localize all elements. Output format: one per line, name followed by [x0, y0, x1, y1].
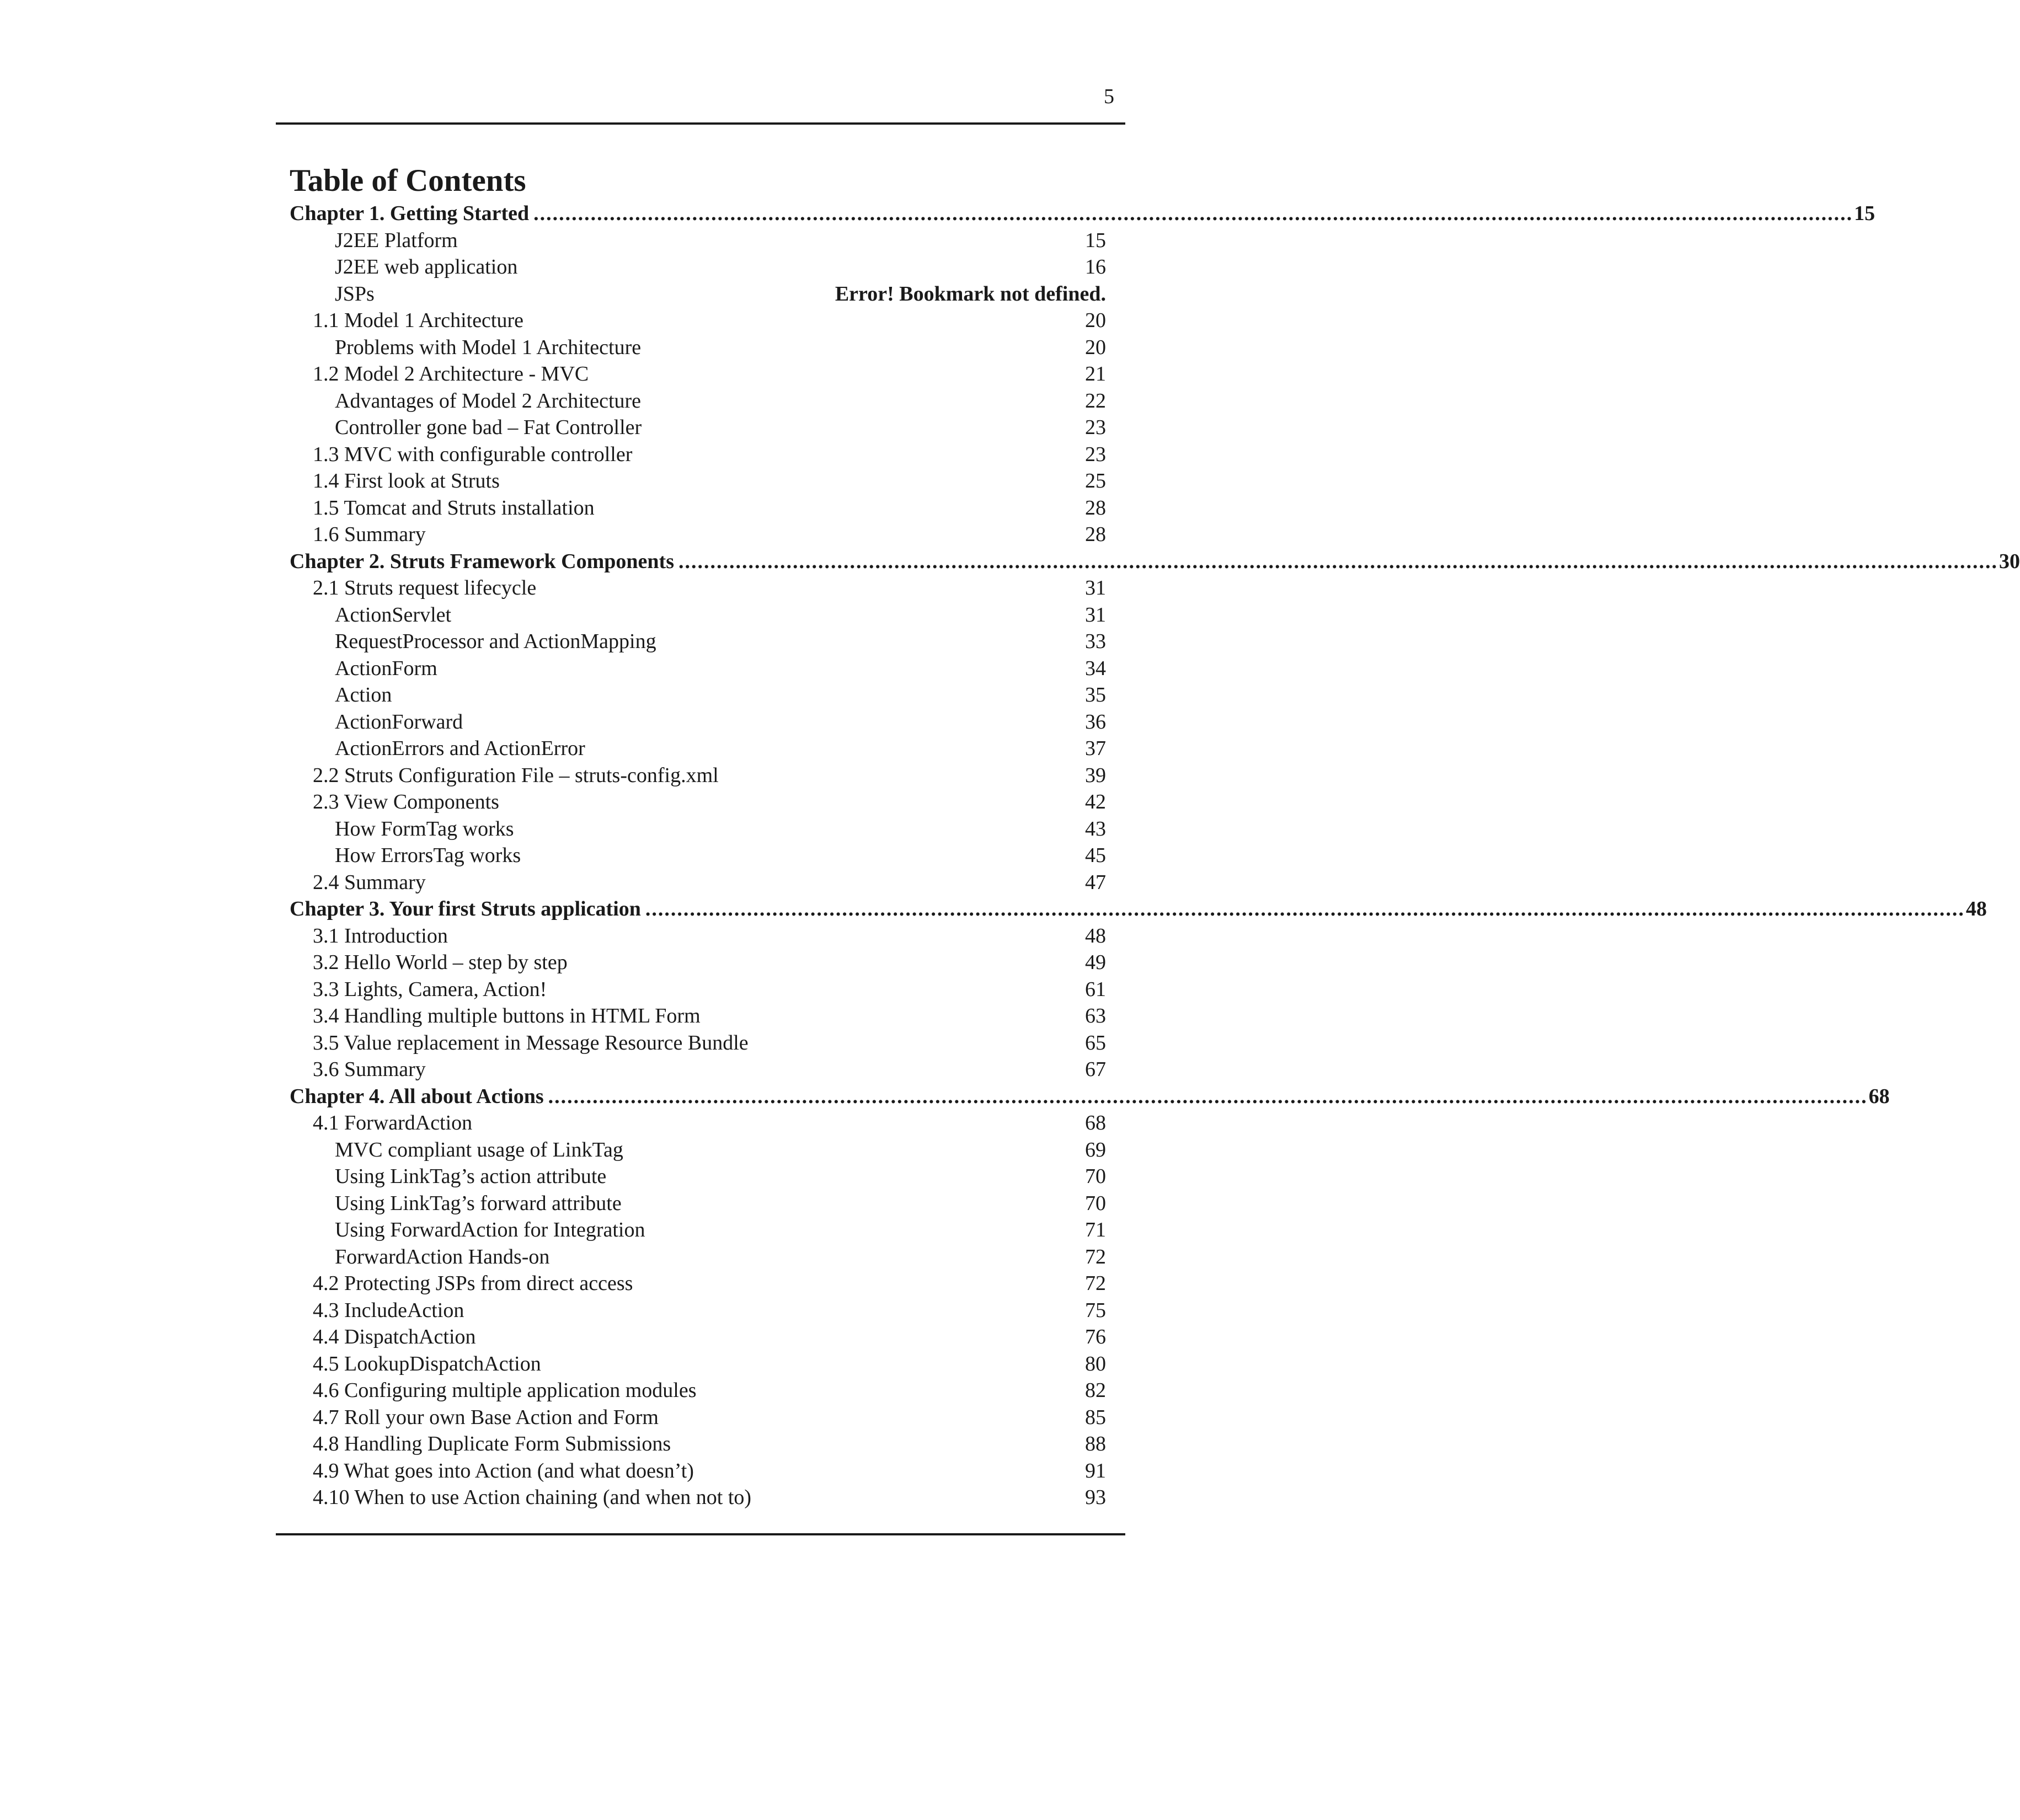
toc-section-entry[interactable] — [290, 1110, 1106, 1137]
toc-entry-label: 3.5 Value replacement in Message Resource Bundle — [313, 1031, 749, 1054]
toc-subsection-entry[interactable] — [290, 388, 1106, 415]
toc-entry-label: Problems with Model 1 Architecture — [335, 335, 642, 359]
toc-section-entry[interactable] — [290, 1351, 1106, 1378]
toc-entry-page-number: 82 — [1085, 1379, 1106, 1402]
toc-section-entry[interactable] — [290, 1030, 1106, 1057]
toc-entry-page-number: 36 — [1085, 710, 1106, 734]
header-rule — [276, 122, 1125, 125]
toc-entry-page-number: 70 — [1085, 1165, 1106, 1188]
toc-entry-page-number: 48 — [1965, 897, 1987, 920]
toc-entry-page-number: 42 — [1085, 790, 1106, 813]
toc-entry-page-number: 30 — [1999, 549, 2020, 573]
toc-entry-label: 3.1 Introduction — [313, 924, 448, 948]
toc-entry-page-number: 33 — [1085, 630, 1106, 653]
toc-entry-label: How FormTag works — [335, 817, 514, 841]
toc-dot-leader: ................................................................................................................................................................................................................ — [548, 1084, 1868, 1108]
toc-entry-page-number: 15 — [1085, 228, 1106, 252]
toc-entry-page-number: 93 — [1085, 1486, 1106, 1509]
toc-entry-page-number: 71 — [1085, 1218, 1106, 1241]
toc-entry-page-number: 72 — [1085, 1272, 1106, 1295]
toc-entry-label: Advantages of Model 2 Architecture — [335, 389, 642, 413]
toc-entry-page-number: 15 — [1854, 202, 1875, 225]
toc-subsection-entry[interactable] — [290, 655, 1106, 682]
toc-title: Table of Contents — [290, 163, 526, 198]
toc-section-entry[interactable] — [290, 1431, 1106, 1458]
toc-entry-page-number: 45 — [1085, 844, 1106, 867]
toc-dot-leader: ................................................................................................................................................................................................................ — [645, 897, 1965, 920]
toc-entry-page-number: 28 — [1085, 496, 1106, 520]
toc-section-entry[interactable] — [290, 1056, 1106, 1083]
toc-subsection-entry[interactable] — [290, 1163, 1106, 1190]
toc-entry-page-number: 80 — [1085, 1352, 1106, 1375]
toc-section-entry[interactable] — [290, 521, 1106, 548]
toc-section-entry[interactable] — [290, 1297, 1106, 1324]
toc-entry-page-number: 23 — [1085, 416, 1106, 439]
toc-subsection-entry[interactable] — [290, 735, 1106, 762]
toc-dot-leader: ................................................................................................................................................................................................................ — [678, 549, 1998, 573]
toc-entry-page-number: 23 — [1085, 442, 1106, 466]
toc-entry-label: 1.3 MVC with configurable controller — [313, 442, 633, 466]
toc-entry-label: 4.5 LookupDispatchAction — [313, 1352, 541, 1375]
toc-entry-label: 1.5 Tomcat and Struts installation — [313, 496, 595, 520]
toc-entry-page-number: 63 — [1085, 1004, 1106, 1027]
toc-entry-page-number: 68 — [1868, 1084, 1890, 1108]
toc-entry-label: 4.6 Configuring multiple application modules — [313, 1379, 697, 1402]
toc-entry-page-number: 91 — [1085, 1459, 1106, 1482]
toc-section-entry[interactable] — [290, 361, 1106, 388]
toc-entry-label: ActionForward — [335, 710, 463, 734]
toc-subsection-entry[interactable] — [290, 414, 1106, 441]
toc-entry-label: Using LinkTag’s forward attribute — [335, 1191, 622, 1215]
toc-subsection-entry[interactable] — [290, 1217, 1106, 1244]
toc-entry-page-number: 88 — [1085, 1432, 1106, 1455]
toc-chapter-entry[interactable] — [290, 1083, 1890, 1110]
toc-subsection-entry[interactable] — [290, 842, 1106, 869]
toc-subsection-entry[interactable] — [290, 816, 1106, 843]
toc-entry-label: Controller gone bad – Fat Controller — [335, 416, 642, 439]
toc-entry-label: Using ForwardAction for Integration — [335, 1218, 645, 1241]
toc-entry-page-number: 67 — [1085, 1058, 1106, 1081]
toc-entry-label: MVC compliant usage of LinkTag — [335, 1138, 623, 1161]
toc-subsection-entry[interactable] — [290, 334, 1106, 361]
toc-entry-label: Chapter 4. All about Actions — [290, 1084, 544, 1108]
toc-entry-page-number: 48 — [1085, 924, 1106, 948]
toc-entry-label: 3.6 Summary — [313, 1058, 426, 1081]
toc-entry-page-number: 75 — [1085, 1298, 1106, 1322]
toc-entry-page-number: 22 — [1085, 389, 1106, 413]
toc-entry-page-number: 31 — [1085, 576, 1106, 599]
toc-entry-page-number: 25 — [1085, 469, 1106, 493]
toc-subsection-entry[interactable] — [290, 1190, 1106, 1217]
toc-entry-page-number: 21 — [1085, 362, 1106, 386]
toc-entry-page-number: 39 — [1085, 763, 1106, 787]
toc-entry-label: 3.2 Hello World – step by step — [313, 951, 568, 974]
toc-section-entry[interactable] — [290, 869, 1106, 896]
toc-entry-page-number: 68 — [1085, 1111, 1106, 1134]
toc-section-entry[interactable] — [290, 1377, 1106, 1404]
toc-subsection-entry[interactable] — [290, 1244, 1106, 1271]
toc-entry-label: J2EE web application — [335, 255, 518, 279]
toc-entry-label: ActionErrors and ActionError — [335, 737, 585, 760]
toc-entry-page-number: 16 — [1085, 255, 1106, 279]
toc-section-entry[interactable] — [290, 441, 1106, 468]
toc-entry-label: 4.8 Handling Duplicate Form Submissions — [313, 1432, 671, 1455]
toc-section-entry[interactable] — [290, 1324, 1106, 1351]
toc-entry-page-number: 70 — [1085, 1191, 1106, 1215]
toc-section-entry[interactable] — [290, 1484, 1106, 1511]
toc-entry-label: ForwardAction Hands-on — [335, 1245, 550, 1268]
toc-entry-label: RequestProcessor and ActionMapping — [335, 630, 656, 653]
page-number: 5 — [1104, 85, 1114, 108]
toc-entry-page-number: 28 — [1085, 523, 1106, 546]
toc-entry-label: 1.2 Model 2 Architecture - MVC — [313, 362, 589, 386]
toc-entry-label: Chapter 3. Your first Struts application — [290, 897, 641, 920]
toc-entry-page-number: 85 — [1085, 1405, 1106, 1429]
toc-entry-page-number: 69 — [1085, 1138, 1106, 1161]
toc-entry-label: JSPs — [335, 282, 375, 306]
toc-subsection-entry[interactable] — [290, 227, 1106, 254]
toc-entry-label: ActionServlet — [335, 603, 452, 627]
toc-entry-label: 1.4 First look at Struts — [313, 469, 500, 493]
toc-entry-page-number: 31 — [1085, 603, 1106, 627]
toc-entry-label: 1.1 Model 1 Architecture — [313, 309, 524, 332]
toc-entry-label: 4.3 IncludeAction — [313, 1298, 464, 1322]
toc-entry-label: 3.3 Lights, Camera, Action! — [313, 977, 547, 1001]
toc-entry-label: 4.4 DispatchAction — [313, 1325, 476, 1348]
toc-chapter-entry[interactable] — [290, 200, 1875, 227]
toc-entry-page-number: 65 — [1085, 1031, 1106, 1054]
toc-section-entry[interactable] — [290, 1458, 1106, 1485]
toc-section-entry[interactable] — [290, 923, 1106, 950]
toc-section-entry[interactable] — [290, 789, 1106, 816]
toc-section-entry[interactable] — [290, 468, 1106, 495]
toc-entry-label: Action — [335, 683, 392, 706]
toc-subsection-entry[interactable] — [290, 254, 1106, 281]
toc-entry-label: 4.10 When to use Action chaining (and when not to) — [313, 1486, 752, 1509]
toc-entry-page-number: 20 — [1085, 309, 1106, 332]
toc-entry-label: How ErrorsTag works — [335, 844, 521, 867]
toc-entry-page-number: 47 — [1085, 870, 1106, 894]
toc-section-entry[interactable] — [290, 949, 1106, 976]
toc-entry-page-number: 72 — [1085, 1245, 1106, 1268]
toc-section-entry[interactable] — [290, 762, 1106, 789]
toc-dot-leader: ................................................................................................................................................................................................................ — [533, 202, 1853, 225]
toc-entry-page-number: 49 — [1085, 951, 1106, 974]
toc-entry-label: Using LinkTag’s action attribute — [335, 1165, 607, 1188]
toc-chapter-entry[interactable] — [290, 548, 2020, 575]
toc-entry-label: 4.9 What goes into Action (and what doesn’t) — [313, 1459, 694, 1482]
toc-entry-page-number: 76 — [1085, 1325, 1106, 1348]
toc-entry-page-number: Error! Bookmark not defined. — [835, 282, 1106, 306]
toc-section-entry[interactable] — [290, 495, 1106, 522]
toc-section-entry[interactable] — [290, 1270, 1106, 1297]
toc-section-entry[interactable] — [290, 1003, 1106, 1030]
toc-entry-page-number: 35 — [1085, 683, 1106, 706]
toc-entry-label: 4.7 Roll your own Base Action and Form — [313, 1405, 659, 1429]
toc-subsection-entry[interactable] — [290, 602, 1106, 629]
toc-section-entry[interactable] — [290, 976, 1106, 1003]
toc-entry-label: 2.1 Struts request lifecycle — [313, 576, 537, 599]
toc-entry-label: 2.4 Summary — [313, 870, 426, 894]
toc-subsection-entry[interactable] — [290, 1137, 1106, 1164]
toc-subsection-entry[interactable] — [290, 682, 1106, 709]
toc-section-entry[interactable] — [290, 307, 1106, 334]
toc-chapter-entry[interactable] — [290, 896, 1987, 923]
toc-entry-label: 4.1 ForwardAction — [313, 1111, 473, 1134]
toc-entry-label: 2.3 View Components — [313, 790, 499, 813]
toc-entry-label: 2.2 Struts Configuration File – struts-config.xml — [313, 763, 719, 787]
toc-subsection-entry[interactable] — [290, 628, 1106, 655]
toc-subsection-entry[interactable] — [290, 709, 1106, 736]
toc-entry-page-number: 20 — [1085, 335, 1106, 359]
toc-entry-page-number: 37 — [1085, 737, 1106, 760]
toc-entry-label: ActionForm — [335, 656, 437, 680]
toc-section-entry[interactable] — [290, 1404, 1106, 1431]
toc-entry-page-number: 34 — [1085, 656, 1106, 680]
toc-entry-label: 1.6 Summary — [313, 523, 426, 546]
toc-entry-label: 3.4 Handling multiple buttons in HTML Form — [313, 1004, 701, 1027]
toc-section-entry[interactable] — [290, 575, 1106, 602]
toc-list — [290, 200, 2020, 1511]
toc-entry-label: Chapter 2. Struts Framework Components — [290, 549, 674, 573]
toc-subsection-entry[interactable] — [290, 281, 1106, 308]
toc-entry-label: Chapter 1. Getting Started — [290, 202, 530, 225]
toc-entry-label: J2EE Platform — [335, 228, 458, 252]
toc-entry-page-number: 43 — [1085, 817, 1106, 841]
toc-entry-label: 4.2 Protecting JSPs from direct access — [313, 1272, 633, 1295]
toc-entry-page-number: 61 — [1085, 977, 1106, 1001]
footer-rule — [276, 1533, 1125, 1535]
